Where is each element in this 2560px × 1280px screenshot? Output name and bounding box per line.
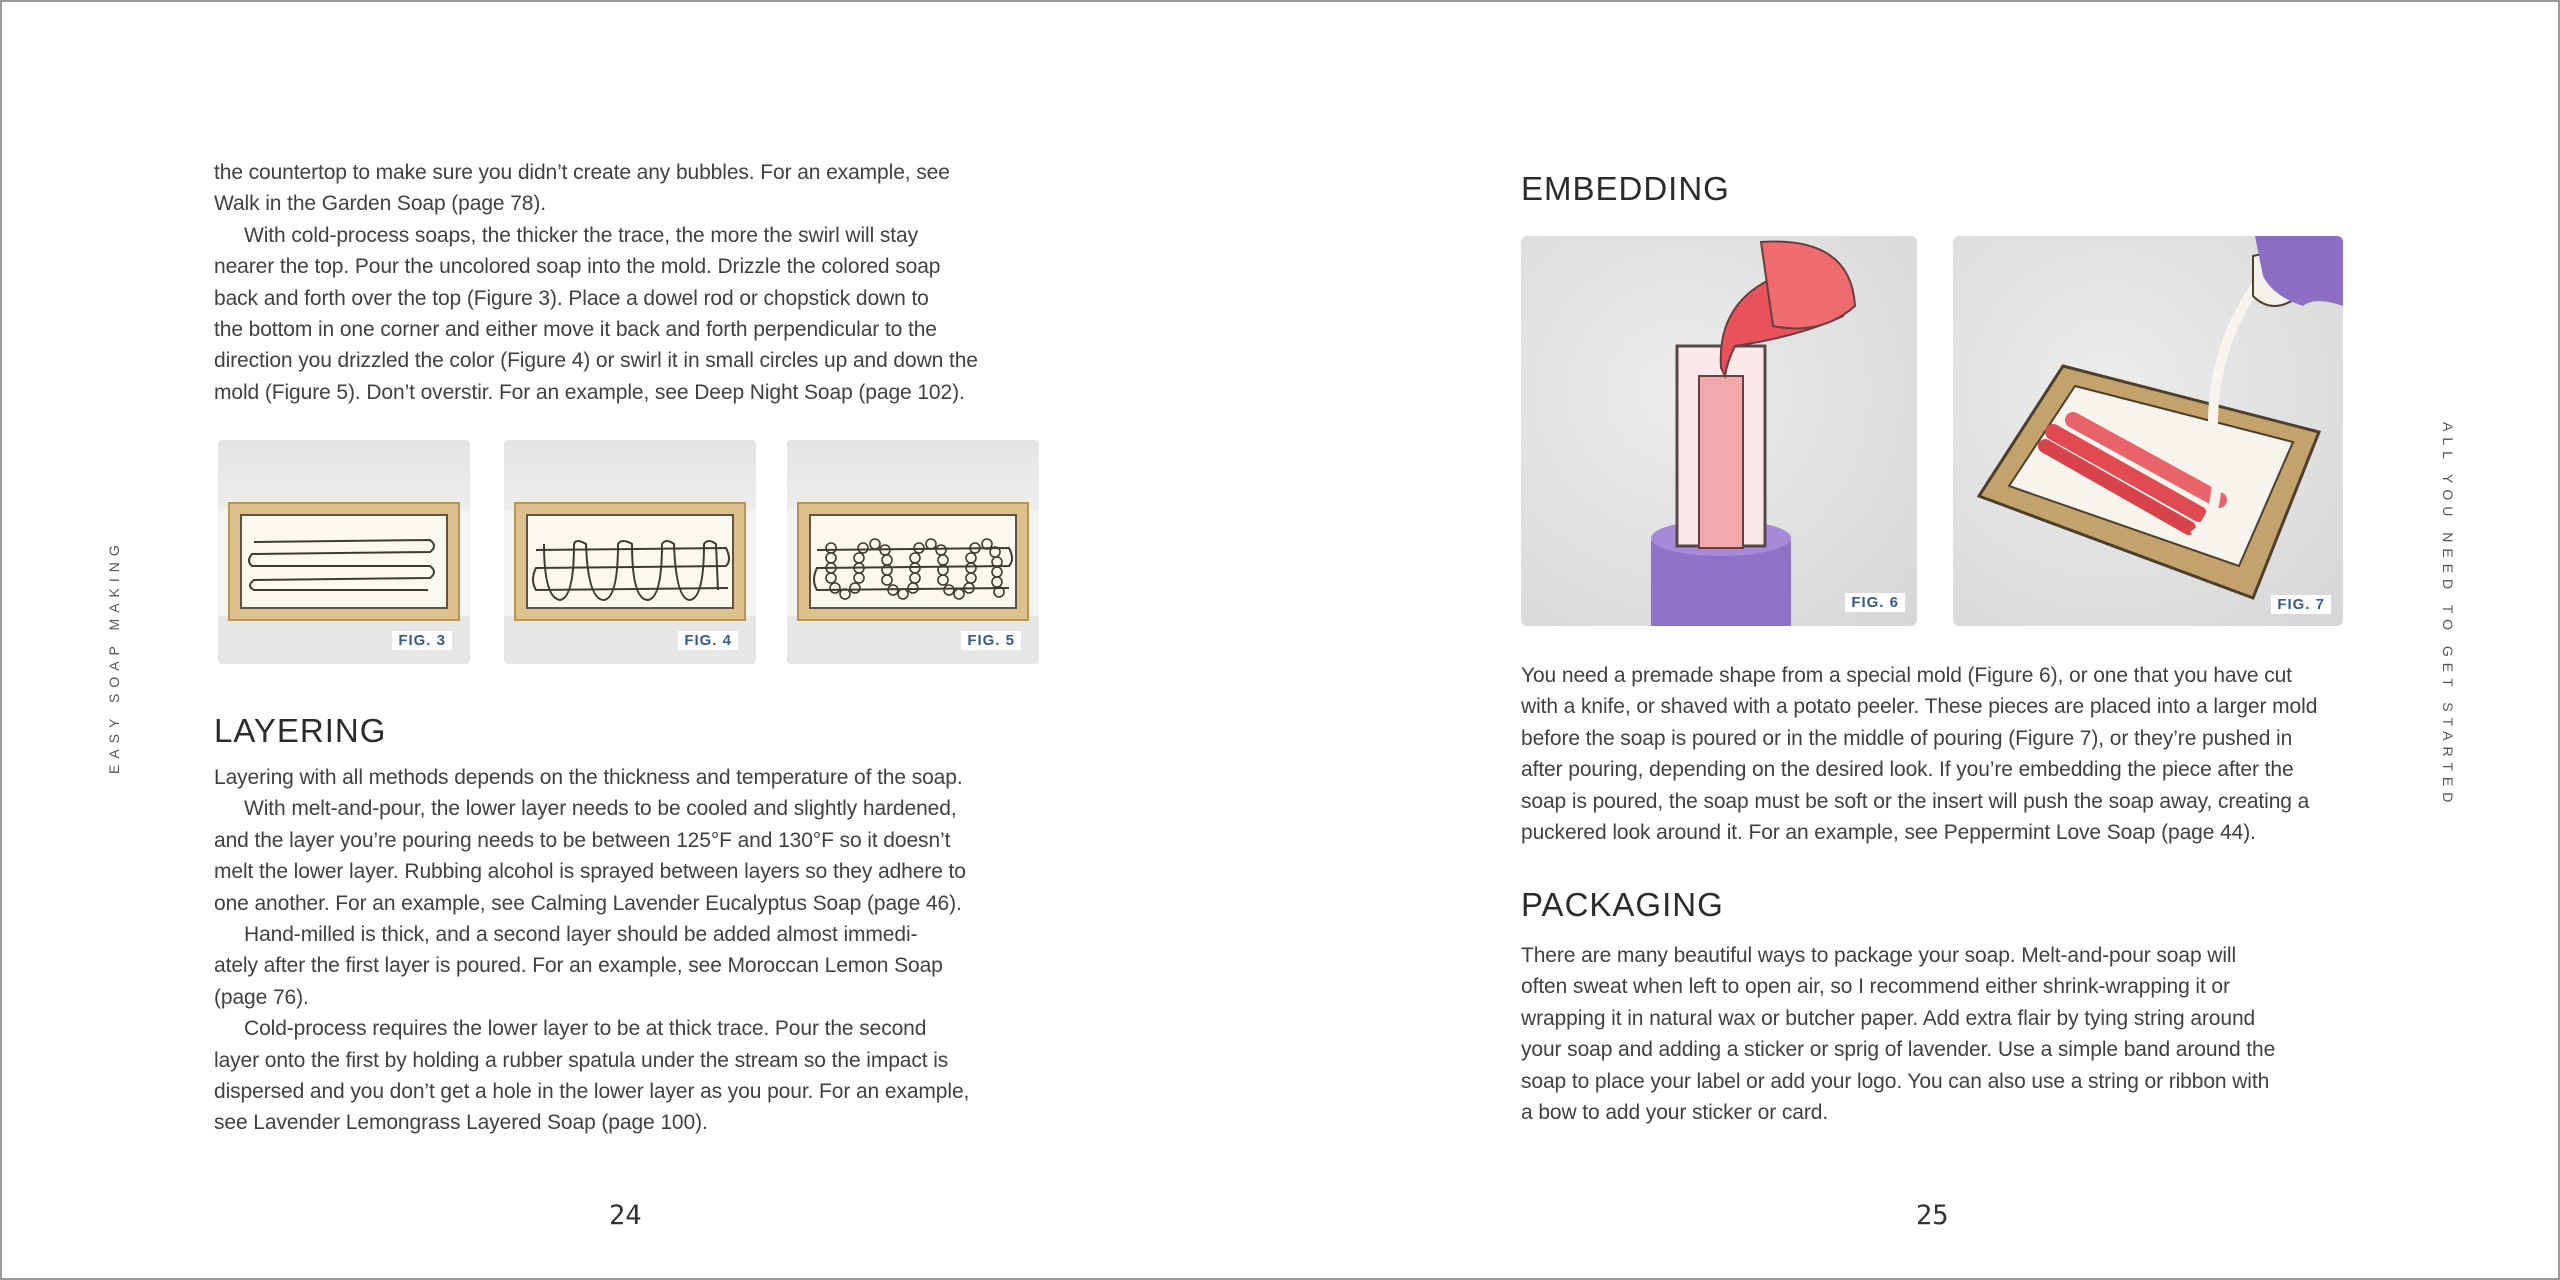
figure-label: FIG. 6	[1845, 593, 1905, 612]
figure-4-perpendicular-illustration	[504, 440, 756, 664]
layering-paragraph-4: Cold-process requires the lower layer to be at thick trace. Pour the second layer onto the first by holding a rubber spatula under the stream so the impact is dispersed and you don’t get a hole in the lower layer as you pour. For an example, see Lavender Lemongrass Layered Soap (page 100).	[214, 1017, 970, 1135]
layering-heading: LAYERING	[214, 712, 387, 749]
figure-6-embedding-illustration	[1521, 236, 1917, 626]
page-number-right: 25	[1916, 1200, 1949, 1231]
packaging-heading: PACKAGING	[1521, 886, 1724, 923]
packaging-paragraph: There are many beautiful ways to package your soap. Melt-and-pour soap will often sweat when left to open air, so I recommend either shrink-wrapping it or wrapping it in natural wax or butcher paper. Add extra flair by tying string around your soap and adding a sticker or sprig of lavender. Use a simple band around the soap to place your label or add your logo. You can also use a string or ribbon with a bow to add your sticker or card.	[1521, 944, 2276, 1125]
figure-label: FIG. 3	[392, 631, 452, 650]
figure-7-embedding-illustration	[1953, 236, 2343, 626]
figure-label: FIG. 4	[678, 631, 738, 650]
embedding-paragraph: You need a premade shape from a special mold (Figure 6), or one that you have cut with a knife, or shaved with a potato peeler. These pieces are placed into a larger mold before the soap is poured or in the middle of pouring (Figure 7), or they’re pushed in after pouring, depending on the desired look. If you’re embedding the piece after the soap is poured, the soap must be soft or the insert will push the soap away, creating a puckered look around it. For an example, see Peppermint Love Soap (page 44).	[1521, 664, 2318, 845]
running-head-right: ALL YOU NEED TO GET STARTED	[2440, 422, 2456, 809]
layering-paragraph-1: Layering with all methods depends on the thickness and temperature of the soap.	[214, 766, 963, 789]
figure-label: FIG. 5	[961, 631, 1021, 650]
running-head-left: EASY SOAP MAKING	[106, 539, 122, 774]
intro-text	[214, 157, 1064, 408]
intro-paragraph-2: With cold-process soaps, the thicker the trace, the more the swirl will stay nearer the top. Pour the uncolored soap into the mold. Drizzle the colored soap back and forth over the top (Figure 3). Place a dowel rod or chopstick down to the bottom in one corner and either move it back and forth perpendicular to the direction you drizzled the color (Figure 4) or swirl it in small circles up and down the mold (Figure 5). Don’t overstir. For an example, see Deep Night Soap (page 102).	[214, 223, 978, 404]
layering-section	[214, 712, 1064, 1139]
figure-5-circular-swirl-illustration	[787, 440, 1039, 664]
intro-paragraph-1: the countertop to make sure you didn’t create any bubbles. For an example, see Walk in the Garden Soap (page 78).	[214, 161, 950, 216]
left-page	[2, 2, 1280, 1278]
layering-paragraph-2: With melt-and-pour, the lower layer needs to be cooled and slightly hardened, and the layer you’re pouring needs to be between 125°F and 130°F so it doesn’t melt the lower layer. Rubbing alcohol is sprayed between layers so they adhere to one another. For an example, see Calming Lavender Eucalyptus Soap (page 46).	[214, 797, 966, 915]
pouring-mold-icon	[1521, 236, 1917, 626]
embedding-heading: EMBEDDING	[1521, 170, 1730, 207]
figure-label: FIG. 7	[2271, 595, 2331, 614]
right-page	[1280, 2, 2558, 1278]
page-number-left: 24	[609, 1200, 642, 1231]
figure-3-drizzle-illustration	[218, 440, 470, 664]
layering-paragraph-3: Hand-milled is thick, and a second layer should be added almost immedi- ately after the first layer is poured. For an example, see Moroccan Lemon Soap (page 76).	[214, 923, 943, 1009]
pouring-tray-icon	[1953, 236, 2343, 626]
